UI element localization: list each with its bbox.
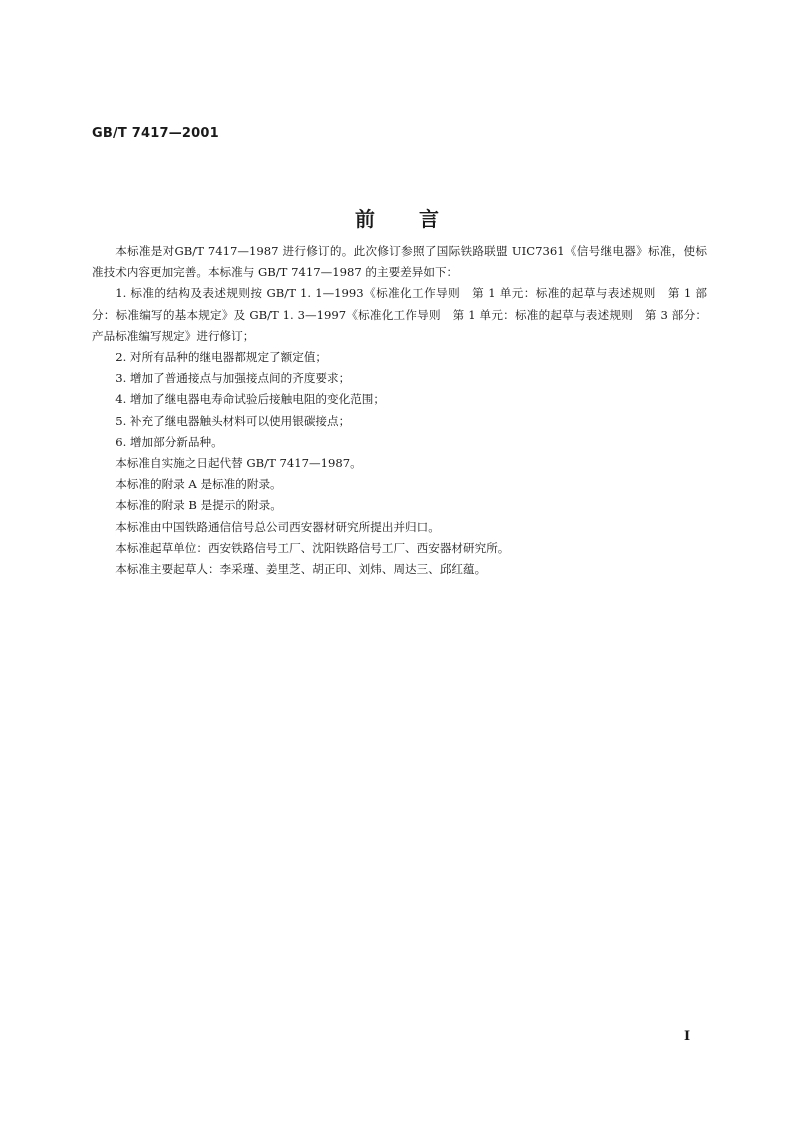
page-title: 前言 [355,207,483,231]
paragraph-item-3: 3. 增加了普通接点与加强接点间的齐度要求； [115,371,351,386]
paragraph-item-5: 5. 补充了继电器触头材料可以使用银碳接点； [115,413,351,428]
paragraph-intro: 本标准是对GB/T 7417—1987 进行修订的。此次修订参照了国际铁路联盟 UIC7361《信号继电器》标准，使标准技术内容更加完善。本标准与 GB/T 7417—1987 的主要差异如下： [92,244,707,280]
standard-number: GB/T 7417—2001 [92,126,219,141]
paragraph-item-1: 1. 标准的结构及表述规则按 GB/T 1. 1—1993《标准化工作导则 第 1 单元：标准的起草与表述规则 第 1 部分：标准编写的基本规定》及 GB/T 1. 3—1997《标准化工作导则 第 1 单元：标准的起草与表述规则 第 3 部分：产品标准编写规定》进行修订； [92,286,707,343]
paragraph-item-6: 6. 增加部分新品种。 [115,434,223,449]
paragraph-drafters: 本标准主要起草人：李采瑾、姜里芝、胡正印、刘炜、周达三、邱红蕴。 [115,562,487,577]
page-number: I [684,1029,691,1044]
paragraph-item-4: 4. 增加了继电器电寿命试验后接触电阻的变化范围； [115,392,385,407]
paragraph-appendix-a: 本标准的附录 A 是标准的附录。 [115,477,282,492]
paragraph-proposer: 本标准由中国铁路通信信号总公司西安器材研究所提出并归口。 [115,519,440,534]
paragraph-replacement: 本标准自实施之日起代替 GB/T 7417—1987。 [115,456,362,471]
paragraph-drafting-units: 本标准起草单位：西安铁路信号工厂、沈阳铁路信号工厂、西安器材研究所。 [115,540,510,555]
paragraph-item-2: 2. 对所有品种的继电器都规定了额定值； [115,350,328,365]
paragraph-appendix-b: 本标准的附录 B 是提示的附录。 [115,498,282,513]
foreword-body [92,241,707,580]
